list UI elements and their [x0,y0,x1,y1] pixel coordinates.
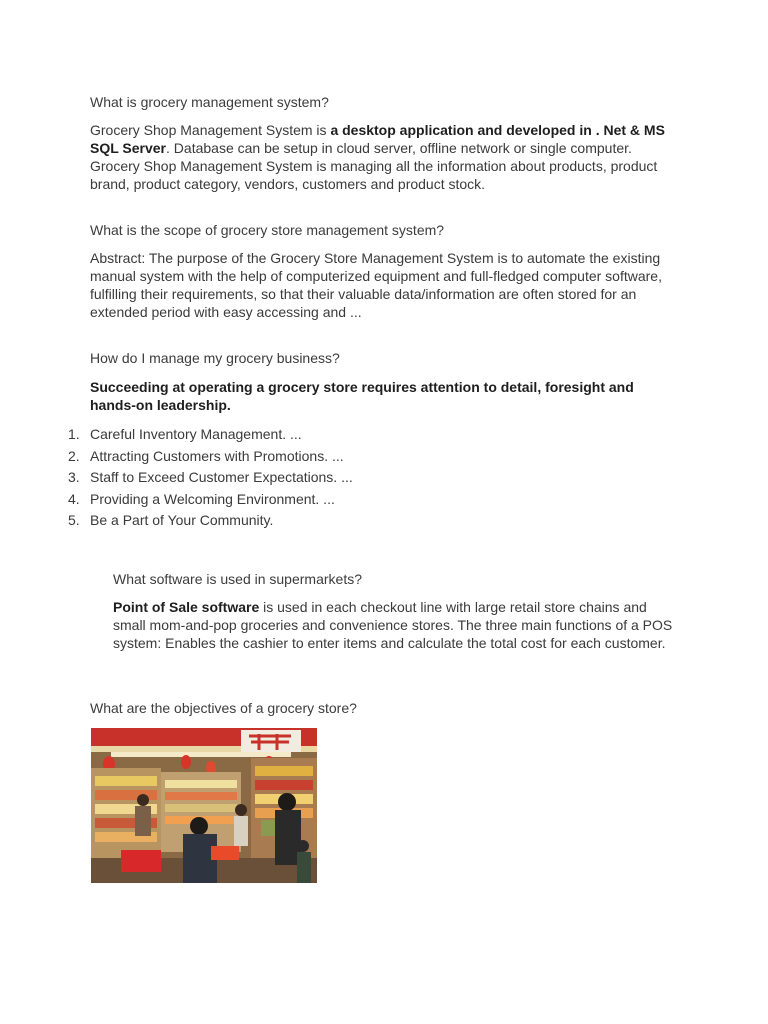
q4-text-bold: Point of Sale software [113,599,260,615]
paragraph-grocery-management-system [90,121,680,193]
q3-bold-text: Succeeding at operating a grocery store requires attention to detail, foresight and hands-on leadership. [90,379,634,413]
paragraph-manage-business [90,378,680,414]
paragraph-scope [90,249,680,321]
heading-manage-business: How do I manage my grocery business? [90,350,340,366]
heading-objectives: What are the objectives of a grocery store? [90,700,357,716]
q2-text: Abstract: The purpose of the Grocery Store Management System is to automate the existing manual system with the help of computerized equipment and full-fledged computer software, fulfilling their requirements, so that their valuable data/information are often stored for an extended period with easy accessing and ... [90,250,662,320]
q1-text-bold: a desktop application and developed in . Net & MS SQL Server [90,122,665,156]
heading-scope: What is the scope of grocery store management system? [90,222,445,238]
list-item-number: 1. [68,426,80,442]
list-item [64,424,664,446]
list-item-text: Staff to Exceed Customer Expectations. ... [90,469,353,486]
list-item [64,510,664,532]
grocery-store-illustration [91,728,317,883]
list-item-text: Providing a Welcoming Environment. ... [90,490,335,507]
list-item [64,446,664,468]
list-item-number: 3. [68,469,80,486]
heading-grocery-management-system: What is grocery management system? [90,94,329,110]
q1-text-before: Grocery Shop Management System is [90,122,331,138]
list-item-number: 5. [68,512,80,529]
list-item-text: Be a Part of Your Community. [90,512,274,529]
grocery-store-photo [91,728,317,883]
list-item-text: Attracting Customers with Promotions. ... [90,447,344,464]
numbered-list [64,424,664,532]
q1-text-after: . Database can be setup in cloud server, offline network or single computer. Grocery Shop Management System is managing all the information about products, product brand, product category, vendors, customers and product stock. [90,140,658,192]
list-item-text: Careful Inventory Management. ... [90,426,302,442]
list-item [64,489,664,511]
q4-text-after: is used in each checkout line with large retail store chains and small mom-and-pop groceries and convenience stores. The three main functions of a POS system: Enables the cashier to enter items and calculate the total cost for each customer. [113,599,673,651]
list-item-number: 4. [68,490,80,507]
list-item-number: 2. [68,447,80,464]
list-item [64,467,664,489]
heading-supermarket-software: What software is used in supermarkets? [113,571,362,587]
paragraph-supermarket-software [113,598,683,652]
